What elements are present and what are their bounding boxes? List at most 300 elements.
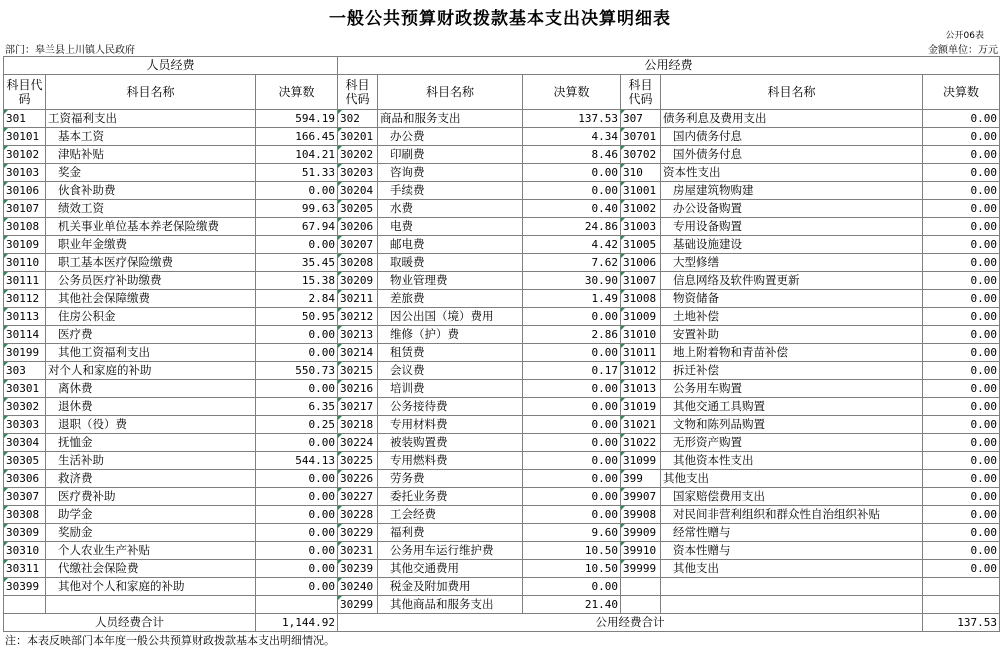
subject-code-cell: 30215: [338, 362, 378, 380]
subject-name-cell: 其他商品和服务支出: [378, 596, 523, 614]
amount-cell: 21.40: [523, 596, 621, 614]
subject-code-cell: 31011: [621, 344, 661, 362]
subject-name-cell: 基本工资: [46, 128, 256, 146]
amount-cell: 0.00: [256, 326, 338, 344]
amount-cell: 0.00: [923, 326, 1000, 344]
subject-name-cell: 资本性支出: [661, 164, 923, 182]
subject-code-cell: 31008: [621, 290, 661, 308]
amount-cell: 4.34: [523, 128, 621, 146]
subject-code-cell: 30302: [4, 398, 46, 416]
table-row: [4, 470, 1000, 488]
name-column-header: 科目名称: [378, 75, 523, 110]
subject-code-cell: 30225: [338, 452, 378, 470]
personnel-total-label: 人员经费合计: [4, 614, 256, 632]
amount-cell: 0.00: [523, 578, 621, 596]
subject-code-cell: 30307: [4, 488, 46, 506]
subject-code-cell: 31001: [621, 182, 661, 200]
subject-code-cell: 30226: [338, 470, 378, 488]
subject-name-cell: 伙食补助费: [46, 182, 256, 200]
table-row: [4, 416, 1000, 434]
subject-code-cell: 310: [621, 164, 661, 182]
subject-code-cell: 30224: [338, 434, 378, 452]
personnel-group-header: 人员经费: [4, 57, 338, 75]
amount-cell: 2.84: [256, 290, 338, 308]
amount-cell: 0.00: [523, 434, 621, 452]
subject-name-cell: 公务用车运行维护费: [378, 542, 523, 560]
subject-code-cell: 30207: [338, 236, 378, 254]
table-row: [4, 506, 1000, 524]
amount-cell: 0.00: [256, 524, 338, 542]
amount-cell: 0.00: [923, 254, 1000, 272]
subject-name-cell: 其他工资福利支出: [46, 344, 256, 362]
amount-cell: 0.40: [523, 200, 621, 218]
subject-name-cell: 职业年金缴费: [46, 236, 256, 254]
subject-name-cell: 劳务费: [378, 470, 523, 488]
subject-code-cell: 30199: [4, 344, 46, 362]
subject-code-cell: 30227: [338, 488, 378, 506]
amount-cell: 30.90: [523, 272, 621, 290]
subject-code-cell: 30216: [338, 380, 378, 398]
table-row: [4, 578, 1000, 596]
subject-name-cell: 差旅费: [378, 290, 523, 308]
subject-code-cell: 39908: [621, 506, 661, 524]
amount-cell: 0.00: [923, 200, 1000, 218]
subject-code-cell: 30240: [338, 578, 378, 596]
amount-cell: 550.73: [256, 362, 338, 380]
amount-cell: 0.00: [256, 344, 338, 362]
subject-code-cell: 30311: [4, 560, 46, 578]
subject-code-cell: 399: [621, 470, 661, 488]
amount-cell: 0.00: [523, 398, 621, 416]
subject-name-cell: 资本性赠与: [661, 542, 923, 560]
subject-name-cell: 水费: [378, 200, 523, 218]
table-row: [4, 272, 1000, 290]
subject-code-cell: 30214: [338, 344, 378, 362]
amount-cell: 137.53: [523, 110, 621, 128]
subject-name-cell: 取暖费: [378, 254, 523, 272]
subject-name-cell: 文物和陈列品购置: [661, 416, 923, 434]
amount-cell: 0.00: [256, 470, 338, 488]
amount-cell: 8.46: [523, 146, 621, 164]
subject-name-cell: 委托业务费: [378, 488, 523, 506]
subject-code-cell: 30702: [621, 146, 661, 164]
subject-name-cell: 医疗费补助: [46, 488, 256, 506]
subject-name-cell: 信息网络及软件购置更新: [661, 272, 923, 290]
subject-name-cell: 津贴补贴: [46, 146, 256, 164]
amount-cell: 0.00: [923, 146, 1000, 164]
subject-code-cell: 30114: [4, 326, 46, 344]
table-row: [4, 236, 1000, 254]
subject-name-cell: [46, 596, 256, 614]
amount-cell: 0.00: [523, 470, 621, 488]
subject-name-cell: 公务用车购置: [661, 380, 923, 398]
amount-cell: 0.00: [923, 398, 1000, 416]
subject-code-cell: 30229: [338, 524, 378, 542]
table-row: [4, 452, 1000, 470]
table-row: [4, 596, 1000, 614]
amount-cell: 166.45: [256, 128, 338, 146]
table-row: [4, 128, 1000, 146]
subject-name-cell: 退休费: [46, 398, 256, 416]
amount-cell: 2.86: [523, 326, 621, 344]
amount-cell: 0.00: [523, 182, 621, 200]
subject-name-cell: 机关事业单位基本养老保险缴费: [46, 218, 256, 236]
amount-cell: 99.63: [256, 200, 338, 218]
amount-cell: 0.00: [523, 344, 621, 362]
subject-code-cell: 303: [4, 362, 46, 380]
subject-code-cell: 30228: [338, 506, 378, 524]
table-row: [4, 290, 1000, 308]
name-column-header: 科目名称: [46, 75, 256, 110]
amount-cell: 15.38: [256, 272, 338, 290]
amount-cell: [923, 596, 1000, 614]
amount-cell: 0.00: [923, 110, 1000, 128]
amount-cell: 0.00: [256, 380, 338, 398]
amount-column-header: 决算数: [523, 75, 621, 110]
table-row: [4, 434, 1000, 452]
amount-cell: 0.00: [256, 488, 338, 506]
subject-name-cell: 个人农业生产补贴: [46, 542, 256, 560]
subject-name-cell: 物资储备: [661, 290, 923, 308]
subject-code-cell: 39907: [621, 488, 661, 506]
subject-name-cell: 办公费: [378, 128, 523, 146]
amount-unit-label: 金额单位：万元: [928, 45, 998, 56]
amount-cell: 9.60: [523, 524, 621, 542]
subject-code-cell: 301: [4, 110, 46, 128]
amount-cell: 35.45: [256, 254, 338, 272]
subject-code-cell: 30102: [4, 146, 46, 164]
amount-cell: 0.00: [923, 218, 1000, 236]
subject-code-cell: 30107: [4, 200, 46, 218]
subject-name-cell: 电费: [378, 218, 523, 236]
subject-name-cell: 住房公积金: [46, 308, 256, 326]
amount-cell: 0.00: [523, 488, 621, 506]
amount-cell: 0.00: [523, 164, 621, 182]
amount-cell: 0.00: [923, 128, 1000, 146]
table-row: [4, 326, 1000, 344]
header-column-row: [4, 75, 1000, 110]
subject-name-cell: 其他交通工具购置: [661, 398, 923, 416]
table-row: [4, 254, 1000, 272]
amount-cell: 0.00: [523, 506, 621, 524]
amount-cell: 0.00: [923, 308, 1000, 326]
amount-cell: [256, 596, 338, 614]
subject-name-cell: 其他交通费用: [378, 560, 523, 578]
subject-code-cell: 30111: [4, 272, 46, 290]
amount-cell: 0.25: [256, 416, 338, 434]
amount-cell: 0.00: [523, 416, 621, 434]
subject-name-cell: 商品和服务支出: [378, 110, 523, 128]
amount-cell: 0.00: [923, 272, 1000, 290]
subject-name-cell: 咨询费: [378, 164, 523, 182]
table-row: [4, 398, 1000, 416]
amount-cell: 0.00: [256, 542, 338, 560]
subject-code-cell: 30701: [621, 128, 661, 146]
subject-name-cell: [661, 596, 923, 614]
subject-code-cell: 30106: [4, 182, 46, 200]
amount-cell: 0.00: [256, 578, 338, 596]
subject-name-cell: 因公出国（境）费用: [378, 308, 523, 326]
subject-name-cell: 公务员医疗补助缴费: [46, 272, 256, 290]
expenditure-table-container: [3, 56, 1000, 632]
amount-cell: 0.00: [923, 452, 1000, 470]
code-column-header: 科目代码: [4, 75, 46, 110]
amount-cell: 10.50: [523, 560, 621, 578]
amount-cell: 0.00: [923, 470, 1000, 488]
amount-cell: 0.00: [256, 236, 338, 254]
subject-code-cell: 31099: [621, 452, 661, 470]
name-column-header: 科目名称: [661, 75, 923, 110]
subject-name-cell: 公务接待费: [378, 398, 523, 416]
table-row: [4, 218, 1000, 236]
amount-cell: 0.00: [923, 524, 1000, 542]
subject-name-cell: 印刷费: [378, 146, 523, 164]
amount-cell: [923, 578, 1000, 596]
subject-name-cell: 国外债务付息: [661, 146, 923, 164]
subject-code-cell: 31022: [621, 434, 661, 452]
subject-code-cell: 30110: [4, 254, 46, 272]
amount-cell: 0.00: [523, 380, 621, 398]
subject-code-cell: 302: [338, 110, 378, 128]
subject-name-cell: 债务利息及费用支出: [661, 110, 923, 128]
subject-code-cell: 31006: [621, 254, 661, 272]
amount-cell: 0.00: [523, 308, 621, 326]
subject-name-cell: 税金及附加费用: [378, 578, 523, 596]
subject-name-cell: 绩效工资: [46, 200, 256, 218]
table-row: [4, 110, 1000, 128]
subject-name-cell: 安置补助: [661, 326, 923, 344]
subject-code-cell: 30113: [4, 308, 46, 326]
amount-cell: 7.62: [523, 254, 621, 272]
subject-code-cell: 30209: [338, 272, 378, 290]
subject-code-cell: 30213: [338, 326, 378, 344]
subject-code-cell: 30202: [338, 146, 378, 164]
amount-cell: 0.17: [523, 362, 621, 380]
amount-cell: 0.00: [923, 236, 1000, 254]
footnote: 注：本表反映部门本年度一般公共预算财政拨款基本支出明细情况。: [5, 634, 335, 647]
amount-cell: 0.00: [923, 488, 1000, 506]
table-row: [4, 362, 1000, 380]
subject-name-cell: 其他社会保障缴费: [46, 290, 256, 308]
amount-cell: 0.00: [923, 416, 1000, 434]
subject-name-cell: 离休费: [46, 380, 256, 398]
subject-code-cell: 30303: [4, 416, 46, 434]
amount-cell: 0.00: [923, 506, 1000, 524]
subject-name-cell: 助学金: [46, 506, 256, 524]
form-number: 公开06表: [945, 31, 984, 41]
table-row: [4, 200, 1000, 218]
amount-cell: 1.49: [523, 290, 621, 308]
subject-code-cell: 30201: [338, 128, 378, 146]
subject-name-cell: 经常性赠与: [661, 524, 923, 542]
amount-cell: 4.42: [523, 236, 621, 254]
subject-name-cell: 会议费: [378, 362, 523, 380]
subject-name-cell: 代缴社会保险费: [46, 560, 256, 578]
amount-cell: 67.94: [256, 218, 338, 236]
table-row: [4, 164, 1000, 182]
subject-code-cell: 31003: [621, 218, 661, 236]
subject-name-cell: 国家赔偿费用支出: [661, 488, 923, 506]
amount-cell: 0.00: [923, 380, 1000, 398]
subject-code-cell: 30231: [338, 542, 378, 560]
subject-code-cell: 30304: [4, 434, 46, 452]
subject-name-cell: 抚恤金: [46, 434, 256, 452]
subject-code-cell: 31012: [621, 362, 661, 380]
subject-name-cell: 基础设施建设: [661, 236, 923, 254]
subject-code-cell: 30108: [4, 218, 46, 236]
subject-code-cell: 31021: [621, 416, 661, 434]
subject-name-cell: 对民间非营利组织和群众性自治组织补贴: [661, 506, 923, 524]
subject-code-cell: 31010: [621, 326, 661, 344]
subject-name-cell: 拆迁补偿: [661, 362, 923, 380]
subject-code-cell: 30239: [338, 560, 378, 578]
subject-name-cell: 租赁费: [378, 344, 523, 362]
subject-code-cell: 39910: [621, 542, 661, 560]
subject-code-cell: 30217: [338, 398, 378, 416]
amount-cell: 50.95: [256, 308, 338, 326]
amount-cell: 51.33: [256, 164, 338, 182]
subject-code-cell: 30101: [4, 128, 46, 146]
table-row: [4, 542, 1000, 560]
subject-name-cell: 大型修缮: [661, 254, 923, 272]
expenditure-table: [3, 56, 1000, 632]
amount-cell: 0.00: [256, 560, 338, 578]
subject-code-cell: 30301: [4, 380, 46, 398]
subject-name-cell: 专用设备购置: [661, 218, 923, 236]
subject-name-cell: 维修（护）费: [378, 326, 523, 344]
subject-code-cell: 30309: [4, 524, 46, 542]
subject-code-cell: 30310: [4, 542, 46, 560]
amount-column-header: 决算数: [923, 75, 1000, 110]
subject-code-cell: 30203: [338, 164, 378, 182]
amount-cell: 104.21: [256, 146, 338, 164]
subject-name-cell: 职工基本医疗保险缴费: [46, 254, 256, 272]
subject-name-cell: 邮电费: [378, 236, 523, 254]
subject-name-cell: 被装购置费: [378, 434, 523, 452]
subject-code-cell: [621, 596, 661, 614]
subject-name-cell: 其他对个人和家庭的补助: [46, 578, 256, 596]
subject-name-cell: 退职（役）费: [46, 416, 256, 434]
subject-name-cell: 国内债务付息: [661, 128, 923, 146]
amount-cell: 594.19: [256, 110, 338, 128]
totals-row: [4, 614, 1000, 632]
subject-name-cell: 房屋建筑物购建: [661, 182, 923, 200]
subject-code-cell: 30103: [4, 164, 46, 182]
table-row: [4, 524, 1000, 542]
subject-code-cell: 30218: [338, 416, 378, 434]
subject-name-cell: 福利费: [378, 524, 523, 542]
subject-name-cell: 专用材料费: [378, 416, 523, 434]
department-label: 部门：皋兰县上川镇人民政府: [5, 45, 135, 56]
subject-name-cell: 救济费: [46, 470, 256, 488]
amount-cell: 0.00: [256, 506, 338, 524]
personnel-total-amount: 1,144.92: [256, 614, 338, 632]
public-total-amount: 137.53: [923, 614, 1000, 632]
table-row: [4, 560, 1000, 578]
table-body: [4, 110, 1000, 614]
table-row: [4, 344, 1000, 362]
subject-name-cell: 其他资本性支出: [661, 452, 923, 470]
amount-cell: 0.00: [923, 362, 1000, 380]
code-column-header: 科目代码: [338, 75, 378, 110]
subject-code-cell: 30204: [338, 182, 378, 200]
subject-code-cell: 30308: [4, 506, 46, 524]
header-group-row: [4, 57, 1000, 75]
amount-cell: 0.00: [923, 434, 1000, 452]
subject-code-cell: [4, 596, 46, 614]
public-total-label: 公用经费合计: [338, 614, 923, 632]
subject-name-cell: 其他支出: [661, 470, 923, 488]
subject-name-cell: 地上附着物和青苗补偿: [661, 344, 923, 362]
subject-name-cell: 工资福利支出: [46, 110, 256, 128]
subject-code-cell: 39909: [621, 524, 661, 542]
subject-code-cell: 31013: [621, 380, 661, 398]
amount-cell: 0.00: [923, 290, 1000, 308]
subject-name-cell: [661, 578, 923, 596]
subject-code-cell: 30306: [4, 470, 46, 488]
subject-code-cell: 30211: [338, 290, 378, 308]
subject-code-cell: 307: [621, 110, 661, 128]
table-row: [4, 182, 1000, 200]
subject-code-cell: 30305: [4, 452, 46, 470]
subject-name-cell: 培训费: [378, 380, 523, 398]
table-row: [4, 308, 1000, 326]
amount-cell: 10.50: [523, 542, 621, 560]
subject-code-cell: 30205: [338, 200, 378, 218]
public-group-header: 公用经费: [338, 57, 1000, 75]
subject-name-cell: 医疗费: [46, 326, 256, 344]
code-column-header: 科目代码: [621, 75, 661, 110]
amount-cell: 0.00: [923, 182, 1000, 200]
subject-name-cell: 手续费: [378, 182, 523, 200]
subject-name-cell: 对个人和家庭的补助: [46, 362, 256, 380]
subject-name-cell: 办公设备购置: [661, 200, 923, 218]
subject-code-cell: 39999: [621, 560, 661, 578]
page-title: 一般公共预算财政拨款基本支出决算明细表: [329, 9, 671, 29]
subject-code-cell: 31009: [621, 308, 661, 326]
subject-name-cell: 生活补助: [46, 452, 256, 470]
amount-cell: 0.00: [523, 452, 621, 470]
subject-code-cell: 30208: [338, 254, 378, 272]
subject-name-cell: 奖金: [46, 164, 256, 182]
subject-code-cell: 31002: [621, 200, 661, 218]
subject-code-cell: 30399: [4, 578, 46, 596]
subject-code-cell: 30206: [338, 218, 378, 236]
subject-name-cell: 无形资产购置: [661, 434, 923, 452]
amount-cell: 24.86: [523, 218, 621, 236]
amount-cell: 0.00: [923, 344, 1000, 362]
subject-name-cell: 物业管理费: [378, 272, 523, 290]
amount-cell: 544.13: [256, 452, 338, 470]
subject-code-cell: 30212: [338, 308, 378, 326]
table-row: [4, 380, 1000, 398]
subject-name-cell: 土地补偿: [661, 308, 923, 326]
subject-name-cell: 专用燃料费: [378, 452, 523, 470]
table-row: [4, 146, 1000, 164]
subject-name-cell: 奖励金: [46, 524, 256, 542]
amount-cell: 0.00: [923, 560, 1000, 578]
amount-cell: 0.00: [923, 164, 1000, 182]
subject-code-cell: 31019: [621, 398, 661, 416]
subject-code-cell: 30299: [338, 596, 378, 614]
subject-code-cell: [621, 578, 661, 596]
amount-cell: 0.00: [256, 182, 338, 200]
subject-code-cell: 31005: [621, 236, 661, 254]
subject-code-cell: 31007: [621, 272, 661, 290]
subject-name-cell: 其他支出: [661, 560, 923, 578]
subject-code-cell: 30109: [4, 236, 46, 254]
subject-code-cell: 30112: [4, 290, 46, 308]
